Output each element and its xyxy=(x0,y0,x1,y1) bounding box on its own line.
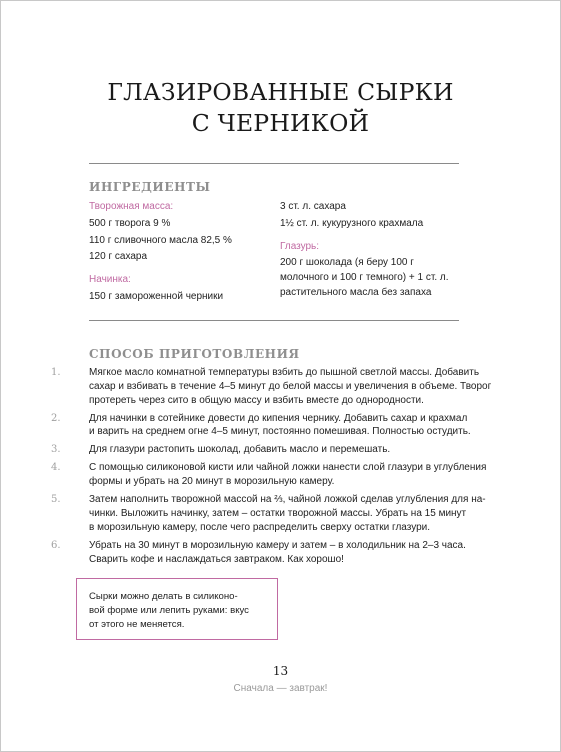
divider-middle xyxy=(89,320,459,321)
divider-top xyxy=(89,163,459,164)
step-text-line: формы и убрать на 20 минут в морозильную камеру. xyxy=(89,476,335,488)
tip-line: от этого не меняется. xyxy=(89,618,185,630)
glaze-ingredient xyxy=(280,256,465,300)
step-number: 6. xyxy=(51,539,61,551)
ingredient-item: 110 г сливочного масла 82,5 % xyxy=(89,234,232,246)
tip-box xyxy=(76,578,278,640)
filling-label: Начинка: xyxy=(89,274,131,286)
step-text-line: Сварить кофе и наслаждаться завтраком. Как хорошо! xyxy=(89,553,344,565)
step-5 xyxy=(1,493,486,534)
step-number: 3. xyxy=(51,444,61,456)
title-line-1: ГЛАЗИРОВАННЫЕ СЫРКИ xyxy=(107,78,454,106)
step-text-line: С помощью силиконовой кисти или чайной ложки нанести слой глазури в углубления xyxy=(89,462,487,474)
step-number: 1. xyxy=(51,367,61,378)
ingredient-item: 3 ст. л. сахара xyxy=(280,201,346,212)
step-2 xyxy=(1,412,474,440)
step-number: 4. xyxy=(51,462,61,474)
step-text-line: чинки. Выложить начинку, затем – остатки творожной массы. Убрать на 15 минут xyxy=(89,507,467,519)
step-number: 2. xyxy=(51,412,61,424)
ingredient-item: 150 г замороженной черники xyxy=(89,290,224,302)
step-text-line: сахар и взбивать в течение 4–5 минут до белой массы и увеличения в объеме. Творог xyxy=(89,380,492,392)
running-footer: Сначала — завтрак! xyxy=(233,683,328,694)
ingredients-right-column xyxy=(280,200,465,300)
ingredient-item: 120 г сахара xyxy=(89,251,148,263)
glaze-label: Глазурь: xyxy=(280,240,320,252)
step-6 xyxy=(1,539,474,567)
tip-line: Сырки можно делать в силиконо- xyxy=(89,591,238,602)
step-text-line: Мягкое масло комнатной температуры взбить до пышной светлой массы. Добавить xyxy=(89,367,480,378)
curd-mass-label: Творожная масса: xyxy=(89,201,174,212)
page-title xyxy=(1,77,560,139)
ingredients-heading: ИНГРЕДИЕНТЫ xyxy=(89,180,211,194)
step-3 xyxy=(1,443,474,457)
ingredient-item: 1½ ст. л. кукурузного крахмала xyxy=(280,217,424,229)
step-text-line: Для глазури растопить шоколад, добавить масло и перемешать. xyxy=(89,444,391,456)
step-text-line: в морозильную камеру, после чего распределить сверху остатки глазури. xyxy=(89,521,431,533)
ingredient-item: 500 г творога 9 % xyxy=(89,217,171,229)
step-1 xyxy=(1,366,492,407)
tip-line: вой форме или лепить руками: вкус xyxy=(89,604,249,616)
step-text-line: и варить на среднем огне 4–5 минут, постоянно помешивая. Полностью остудить. xyxy=(89,426,471,438)
ingredients-left-column xyxy=(89,200,269,307)
glaze-line: растительного масла без запаха xyxy=(280,286,432,298)
method-heading: СПОСОБ ПРИГОТОВЛЕНИЯ xyxy=(89,347,300,361)
title-line-2: С ЧЕРНИКОЙ xyxy=(191,109,370,137)
step-text-line: Затем наполнить творожной массой на ⅔, чайной ложкой сделав углубления для на- xyxy=(89,494,486,506)
method-steps xyxy=(1,366,561,570)
glaze-line: молочного и 100 г темного) + 1 ст. л. xyxy=(280,271,449,283)
step-text-line: Убрать на 30 минут в морозильную камеру и затем – в холодильник на 2–3 часа. xyxy=(89,539,466,551)
glaze-line: 200 г шоколада (я беру 100 г xyxy=(280,257,414,269)
step-text-line: протереть через сито в общую массу и взбить вместе до однородности. xyxy=(89,394,424,406)
step-number: 5. xyxy=(51,494,61,506)
page-number: 13 xyxy=(272,664,289,678)
step-text-line: Для начинки в сотейнике довести до кипения чернику. Добавить сахар и крахмал xyxy=(89,412,468,424)
step-4 xyxy=(1,461,487,489)
